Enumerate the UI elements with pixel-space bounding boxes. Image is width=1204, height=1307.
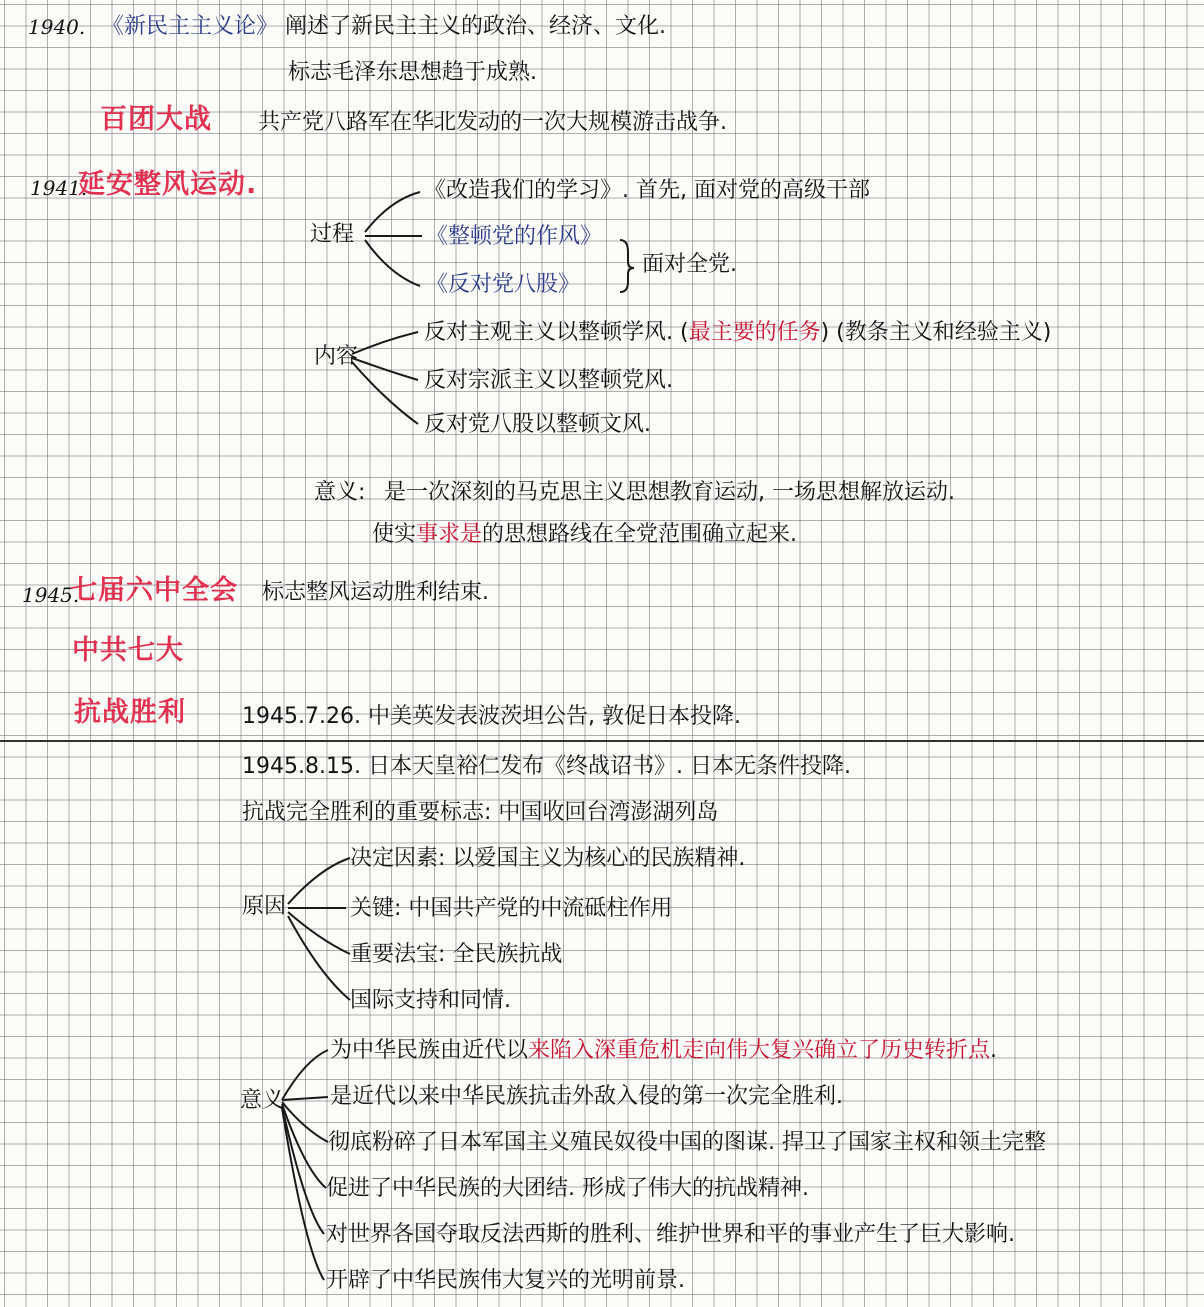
label-significance: 意义 [240, 1088, 285, 1113]
reason-4: 国际支持和同情. [350, 988, 511, 1013]
significance-3: 彻底粉碎了日本军国主义殖民奴役中国的图谋. 捍卫了国家主权和领土完整 [328, 1130, 1046, 1155]
process-bracket-text: 面对全党. [642, 252, 737, 277]
content-item-1 [424, 320, 1051, 346]
book-title-new-democracy: 《新民主主义论》 [102, 14, 279, 39]
separator-line [0, 740, 1204, 742]
label-reasons: 原因 [242, 894, 287, 919]
label-process: 过程 [310, 222, 355, 247]
content-item-1-pre: 反对主观主义以整顿学风. ( [424, 320, 689, 345]
text-1940-line2: 标志毛泽东思想趋于成熟. [288, 60, 537, 85]
content-item-1-red: 最主要的任务 [688, 320, 821, 345]
label-content: 内容 [314, 344, 359, 369]
text-baituan: 共产党八路军在华北发动的一次大规模游击战争. [258, 110, 727, 135]
heading-zhengfeng: 延安整风运动. [78, 169, 258, 200]
victory-line1: 1945.7.26. 中美英发表波茨坦公告, 敦促日本投降. [242, 704, 741, 729]
significance-1-pre: 为中华民族由近代以 [330, 1038, 529, 1063]
significance-1 [330, 1038, 997, 1064]
significance-1-post: . [990, 1038, 998, 1063]
reason-1: 决定因素: 以爱国主义为核心的民族精神. [350, 846, 746, 871]
year-1940: 1940. [28, 15, 86, 39]
process-item-3: 《反对党八股》 [426, 272, 581, 297]
reason-2: 关键: 中国共产党的中流砥柱作用 [350, 896, 673, 921]
significance-2: 是近代以来中华民族抗击外敌入侵的第一次完全胜利. [330, 1084, 843, 1109]
year-1941: 1941. [30, 176, 88, 200]
heading-seventh-congress: 中共七大 [72, 635, 184, 666]
content-item-2: 反对宗派主义以整顿党风. [424, 368, 673, 393]
content-item-3: 反对党八股以整顿文风. [424, 412, 651, 437]
year-1945: 1945. [22, 583, 80, 607]
significance-1-red: 来陷入深重危机走向伟大复兴确立了历史转折点 [528, 1038, 991, 1063]
text-1940-line1: 阐述了新民主主义的政治、经济、文化. [285, 14, 666, 39]
meaning-line2 [372, 522, 797, 548]
reason-3: 重要法宝: 全民族抗战 [350, 942, 563, 967]
heading-baituan: 百团大战 [100, 104, 212, 135]
significance-6: 开辟了中华民族伟大复兴的光明前景. [326, 1268, 685, 1293]
heading-victory: 抗战胜利 [74, 697, 186, 728]
significance-4: 促进了中华民族的大团结. 形成了伟大的抗战精神. [326, 1176, 809, 1201]
text-plenum: 标志整风运动胜利结束. [262, 580, 489, 605]
heading-plenum: 七届六中全会 [70, 575, 238, 606]
victory-line3: 抗战完全胜利的重要标志: 中国收回台湾澎湖列岛 [242, 800, 719, 825]
meaning-line2-post: 的思想路线在全党范围确立起来. [482, 522, 798, 547]
content-item-1-post: ) (教条主义和经验主义) [820, 320, 1052, 345]
meaning-line2-red: 事求是 [416, 522, 483, 547]
meaning-line2-pre: 使实 [372, 522, 417, 547]
significance-5: 对世界各国夺取反法西斯的胜利、维护世界和平的事业产生了巨大影响. [326, 1222, 1015, 1247]
meaning-line1: 是一次深刻的马克思主义思想教育运动, 一场思想解放运动. [384, 480, 955, 505]
process-item-1: 《改造我们的学习》. 首先, 面对党的高级干部 [424, 178, 870, 203]
label-meaning: 意义: [314, 480, 366, 505]
process-item-2: 《整顿党的作风》 [426, 224, 603, 249]
victory-line2: 1945.8.15. 日本天皇裕仁发布《终战诏书》. 日本无条件投降. [242, 754, 851, 779]
